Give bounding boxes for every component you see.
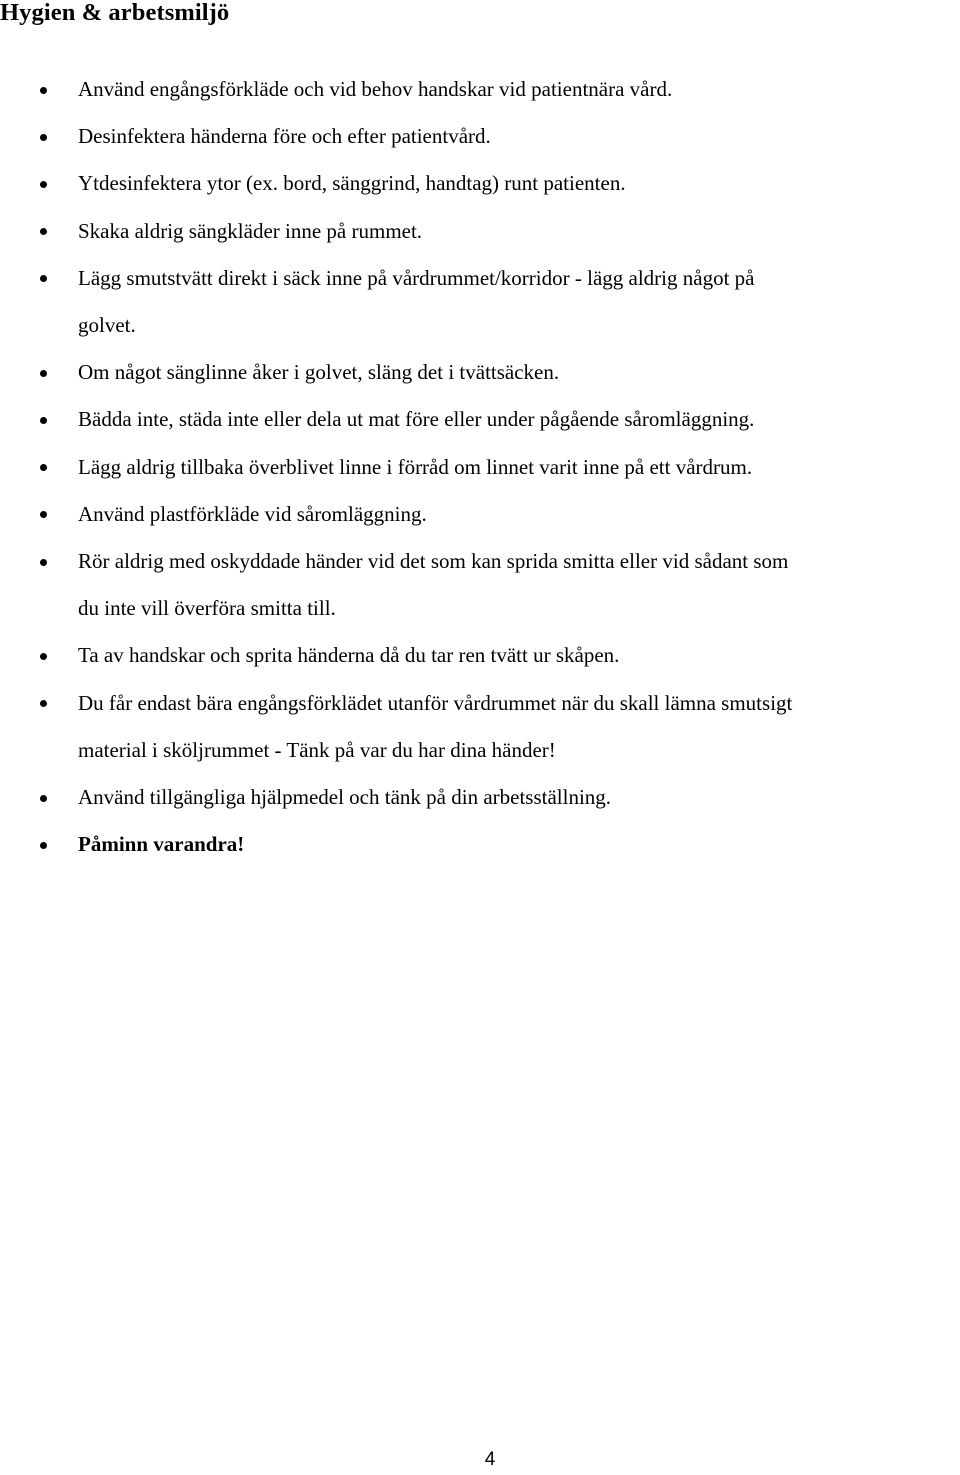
list-item xyxy=(0,774,960,821)
list-item-text: du inte vill överföra smitta till. xyxy=(78,596,336,621)
bullet-icon xyxy=(40,87,47,94)
bullet-icon xyxy=(40,511,47,518)
bullet-icon xyxy=(40,653,47,660)
list-item xyxy=(0,444,960,491)
list-item-text: Ta av handskar och sprita händerna då du tar ren tvätt ur skåpen. xyxy=(78,643,620,668)
list-item-text: Bädda inte, städa inte eller dela ut mat före eller under pågående såromläggning. xyxy=(78,407,755,432)
list-item-text: Om något sänglinne åker i golvet, släng det i tvättsäcken. xyxy=(78,360,560,385)
page-title: Hygien & arbetsmiljö xyxy=(0,0,230,26)
bullet-icon xyxy=(40,370,47,377)
bullet-icon xyxy=(40,134,47,141)
bullet-icon xyxy=(40,181,47,188)
bullet-icon xyxy=(40,559,47,566)
list-item xyxy=(0,538,960,632)
bullet-icon xyxy=(40,464,47,471)
bullet-icon xyxy=(40,417,47,424)
page-number: 4 xyxy=(484,1449,496,1470)
list-item xyxy=(0,160,960,207)
list-item-text: Använd engångsförkläde och vid behov handskar vid patientnära vård. xyxy=(78,77,673,101)
list-item-text: Desinfektera händerna före och efter patientvård. xyxy=(78,124,491,149)
list-item xyxy=(0,349,960,396)
bullet-icon xyxy=(40,795,47,802)
list-item xyxy=(0,491,960,538)
list-item xyxy=(0,66,960,113)
list-item xyxy=(0,680,960,774)
list-item-text: golvet. xyxy=(78,313,136,338)
bullet-icon xyxy=(40,228,47,235)
list-item-text: Du får endast bära engångsförklädet utanför vårdrummet när du skall lämna smutsigt xyxy=(78,690,793,715)
list-item-text: Ytdesinfektera ytor (ex. bord, sänggrind, handtag) runt patienten. xyxy=(78,171,626,196)
list-item xyxy=(0,396,960,443)
list-item-text: Använd tillgängliga hjälpmedel och tänk på din arbetsställning. xyxy=(78,785,612,810)
bullet-list xyxy=(0,66,960,868)
list-item-text: Lägg smutstvätt direkt i säck inne på vårdrummet/korridor - lägg aldrig något på xyxy=(78,265,755,290)
list-item-text: Använd plastförkläde vid såromläggning. xyxy=(78,501,427,526)
list-item-text: Påminn varandra! xyxy=(78,832,245,857)
list-item xyxy=(0,821,960,868)
list-item xyxy=(0,208,960,255)
list-item-text: Skaka aldrig sängkläder inne på rummet. xyxy=(78,218,423,243)
list-item xyxy=(0,113,960,160)
bullet-icon xyxy=(40,842,47,849)
bullet-icon xyxy=(40,275,47,282)
list-item xyxy=(0,255,960,349)
list-item-text: Rör aldrig med oskyddade händer vid det som kan sprida smitta eller vid sådant som xyxy=(78,549,789,574)
list-item-text: Lägg aldrig tillbaka överblivet linne i förråd om linnet varit inne på ett vårdrum. xyxy=(78,454,753,479)
bullet-icon xyxy=(40,700,47,707)
list-item xyxy=(0,632,960,679)
list-item-text: material i sköljrummet - Tänk på var du har dina händer! xyxy=(78,737,556,762)
